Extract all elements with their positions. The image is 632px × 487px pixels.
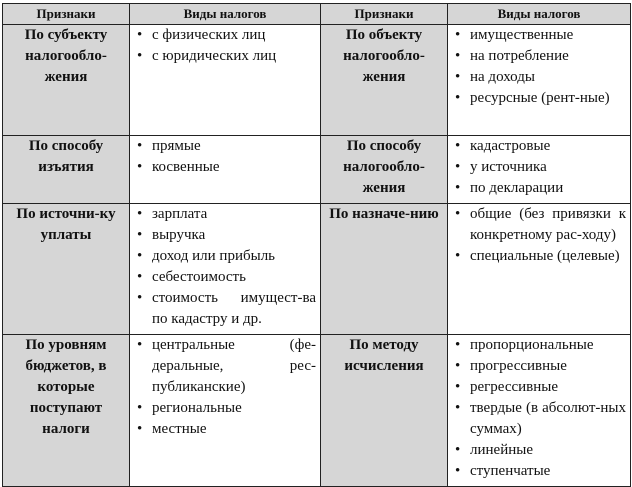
bullet-icon: • [455,463,461,479]
header-row [3,4,631,25]
table-row [3,204,631,335]
list-item [136,25,316,46]
tax-kind-text: на потребление [470,48,569,64]
tax-kind-text: ступенчатые [470,463,551,479]
tax-kind-text: ресурсные (рент-ные) [470,90,610,106]
list-item [136,288,316,330]
tax-kind-text: твердые (в абсолют-ных суммах) [470,400,626,437]
tax-kind-text: зарплата [152,206,208,222]
bullet-icon: • [455,206,461,222]
list-item [454,204,626,246]
tax-kind-list [454,335,626,482]
list-item [136,225,316,246]
list-item [454,178,626,199]
tax-kind-text: специальные (целевые) [470,248,620,264]
criterion-cell: По субъекту налогообло-жения [3,25,130,136]
tax-kind-text: выручка [152,227,206,243]
tax-kind-text: косвенные [152,159,220,175]
tax-kind-text: общие (без привязки к конкретному рас-ходу) [470,206,626,243]
tax-kind-text: на доходы [470,69,535,85]
bullet-icon: • [455,27,461,43]
tax-kind-text: по декларации [470,180,564,196]
bullet-icon: • [137,269,143,285]
tax-kind-list [136,335,316,440]
tax-kind-text: с юридических лиц [152,48,277,64]
bullet-icon: • [455,69,461,85]
bullet-icon: • [455,400,461,416]
tax-kind-text: прямые [152,138,201,154]
table-body [3,25,631,487]
kinds-cell [448,136,631,204]
list-item [454,46,626,67]
criterion-cell: По способу изъятия [3,136,130,204]
list-item [136,157,316,178]
tax-kind-text: местные [152,421,207,437]
tax-kind-list [136,136,316,178]
list-item [136,204,316,225]
tax-kind-text: прогрессивные [470,358,567,374]
kinds-cell [130,136,321,204]
tax-kind-list [454,136,626,199]
bullet-icon: • [137,206,143,222]
header-criteria-right: Признаки [321,4,448,25]
tax-kind-text: пропорциональные [470,337,594,353]
tax-classification-table [2,3,631,487]
list-item [454,335,626,356]
criterion-cell: По уровням бюджетов, в которые поступают налоги [3,335,130,487]
list-item [454,356,626,377]
list-item [454,440,626,461]
tax-kind-text: с физических лиц [152,27,266,43]
tax-kind-text: имущественные [470,27,574,43]
tax-kind-text: линейные [470,442,533,458]
bullet-icon: • [137,400,143,416]
list-item [136,335,316,398]
kinds-cell [448,25,631,136]
bullet-icon: • [137,421,143,437]
bullet-icon: • [455,180,461,196]
tax-kind-list [136,204,316,330]
criterion-cell: По методу исчисления [321,335,448,487]
bullet-icon: • [137,248,143,264]
criterion-cell: По источни-ку уплаты [3,204,130,335]
bullet-icon: • [137,159,143,175]
list-item [454,25,626,46]
list-item [136,419,316,440]
list-item [136,246,316,267]
list-item [454,398,626,440]
list-item [454,157,626,178]
table-row [3,25,631,136]
bullet-icon: • [137,138,143,154]
list-item [136,267,316,288]
list-item [136,398,316,419]
bullet-icon: • [137,227,143,243]
list-item [454,246,626,267]
table-row [3,335,631,487]
bullet-icon: • [137,337,143,353]
tax-kind-text: регрессивные [470,379,559,395]
bullet-icon: • [137,48,143,64]
list-item [454,67,626,88]
criterion-cell: По способу налогообло-жения [321,136,448,204]
criterion-cell: По объекту налогообло-жения [321,25,448,136]
list-item [136,46,316,67]
kinds-cell [130,204,321,335]
table-row [3,136,631,204]
header-criteria-left: Признаки [3,4,130,25]
list-item [454,136,626,157]
list-item [136,136,316,157]
bullet-icon: • [455,159,461,175]
bullet-icon: • [455,442,461,458]
tax-kind-text: кадастровые [470,138,551,154]
tax-kind-text: региональные [152,400,242,416]
bullet-icon: • [455,337,461,353]
header-kinds-left: Виды налогов [130,4,321,25]
tax-kind-text: себестоимость [152,269,246,285]
list-item [454,88,626,109]
tax-kind-list [136,25,316,67]
kinds-cell [130,335,321,487]
bullet-icon: • [455,48,461,64]
list-item [454,461,626,482]
tax-kind-list [454,204,626,267]
bullet-icon: • [137,290,143,306]
kinds-cell [448,335,631,487]
header-kinds-right: Виды налогов [448,4,631,25]
tax-kind-list [454,25,626,109]
tax-kind-text: центральные (фе-деральные, рес-публиканские) [152,337,316,395]
tax-kind-text: доход или прибыль [152,248,276,264]
tax-kind-text: у источника [470,159,547,175]
bullet-icon: • [455,248,461,264]
kinds-cell [448,204,631,335]
criterion-cell: По назначе-нию [321,204,448,335]
bullet-icon: • [455,379,461,395]
bullet-icon: • [455,138,461,154]
bullet-icon: • [137,27,143,43]
bullet-icon: • [455,90,461,106]
bullet-icon: • [455,358,461,374]
list-item [454,377,626,398]
kinds-cell [130,25,321,136]
tax-kind-text: стоимость имущест-ва по кадастру и др. [152,290,316,327]
